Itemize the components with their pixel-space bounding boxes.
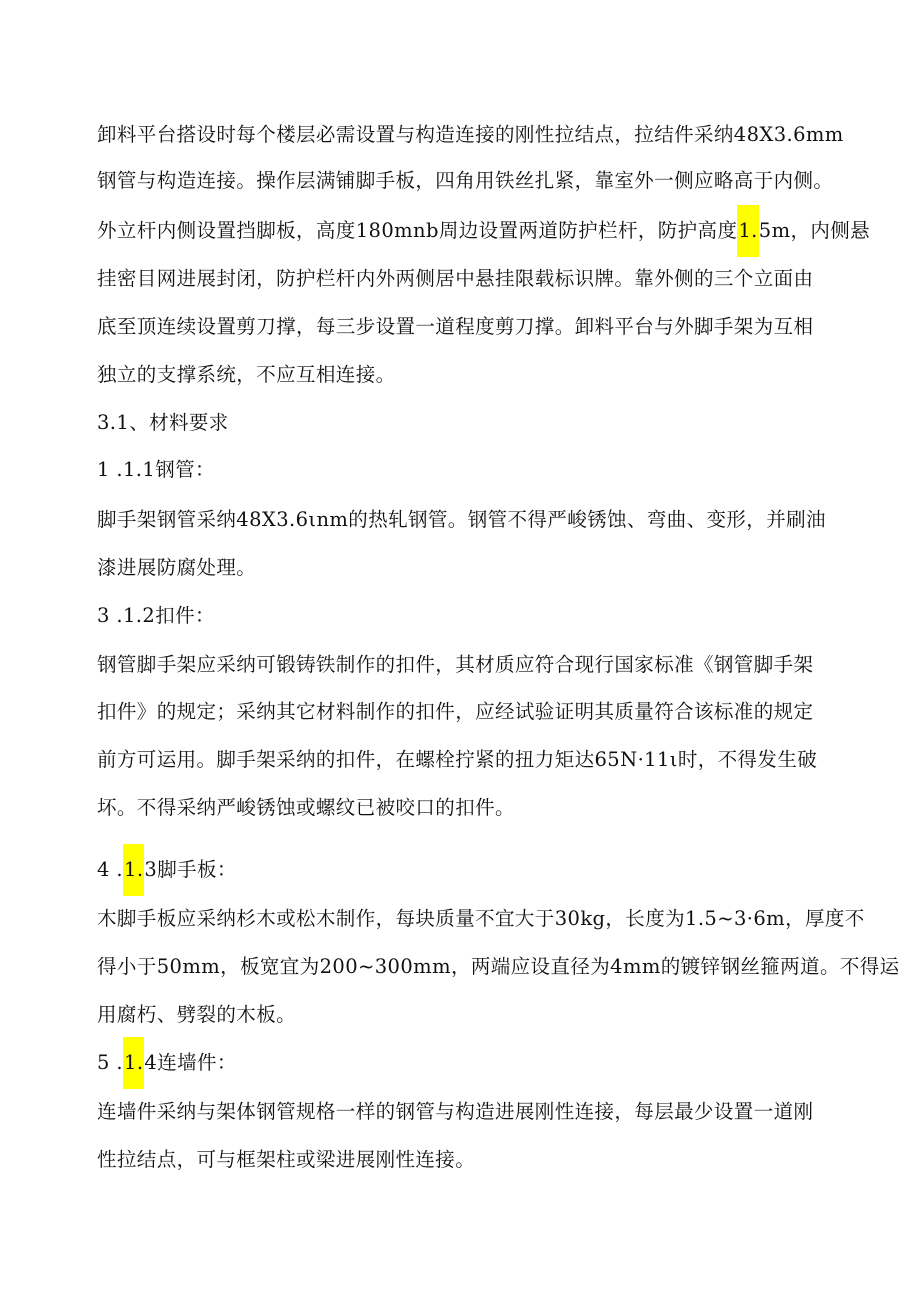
- highlighted-text: 1.: [123, 1037, 144, 1089]
- text-span: 3脚手板：: [144, 858, 237, 881]
- section-heading: 3.1、材料要求: [97, 411, 229, 434]
- text-span: 外立杆内侧设置挡脚板，高度180mnb周边设置两道防护栏杆，防护高度: [97, 219, 738, 242]
- paragraph-line: [97, 216, 871, 246]
- text-span: 4连墙件：: [144, 1051, 237, 1074]
- paragraph-line: 得小于50mm，板宽宜为200~300mm，两端应设直径为4mm的镀锌钢丝箍两道。不得运: [97, 955, 900, 978]
- paragraph-line: 独立的支撑系统，不应互相连接。: [97, 363, 396, 386]
- paragraph-line: 坏。不得采纳严峻锈蚀或螺纹已被咬口的扣件。: [97, 796, 515, 819]
- subsection-heading: [97, 855, 827, 885]
- paragraph-line: 底至顶连续设置剪刀撑，每三步设置一道程度剪刀撑。卸料平台与外脚手架为互相: [97, 315, 814, 338]
- paragraph-line: 钢管脚手架应采纳可锻铸铁制作的扣件，其材质应符合现行国家标准《钢管脚手架: [97, 653, 814, 676]
- highlighted-text: 1.: [737, 205, 758, 257]
- paragraph-line: 挂密目网进展封闭，防护栏杆内外两侧居中悬挂限载标识牌。靠外侧的三个立面由: [97, 267, 814, 290]
- text-span: 5m，内侧悬: [758, 219, 871, 242]
- text-span: 5 .: [97, 1051, 124, 1074]
- paragraph-line: 木脚手板应采纳杉木或松木制作，每块质量不宜大于30kg，长度为1.5~3·6m，厚度不: [97, 907, 865, 930]
- highlighted-text: 1.: [123, 844, 144, 896]
- paragraph-line: 钢管与构造连接。操作层满铺脚手板，四角用铁丝扎紧，靠室外一侧应略高于内侧。: [97, 169, 834, 192]
- paragraph-line: 连墙件采纳与架体钢管规格一样的钢管与构造进展刚性连接，每层最少设置一道刚: [97, 1100, 814, 1123]
- paragraph-line: 卸料平台搭设时每个楼层必需设置与构造连接的刚性拉结点，拉结件采纳48X3.6mm: [97, 123, 844, 146]
- subsection-heading: 1 .1.1钢管：: [97, 458, 215, 481]
- paragraph-line: 漆进展防腐处理。: [97, 556, 257, 579]
- paragraph-line: 扣件》的规定；采纳其它材料制作的扣件，应经试验证明其质量符合该标准的规定: [97, 700, 814, 723]
- paragraph-line: 脚手架钢管采纳48X3.6ιnm的热轧钢管。钢管不得严峻锈蚀、弯曲、变形，并刷油: [97, 508, 826, 531]
- subsection-heading: [97, 1048, 827, 1078]
- subsection-heading: 3 .1.2扣件：: [97, 604, 215, 627]
- text-span: 4 .: [97, 858, 124, 881]
- paragraph-line: 用腐朽、劈裂的木板。: [97, 1003, 297, 1026]
- paragraph-line: 性拉结点，可与框架柱或梁进展刚性连接。: [97, 1148, 476, 1171]
- paragraph-line: 前方可运用。脚手架采纳的扣件，在螺栓拧紧的扭力矩达65N·11ι时，不得发生破: [97, 748, 818, 771]
